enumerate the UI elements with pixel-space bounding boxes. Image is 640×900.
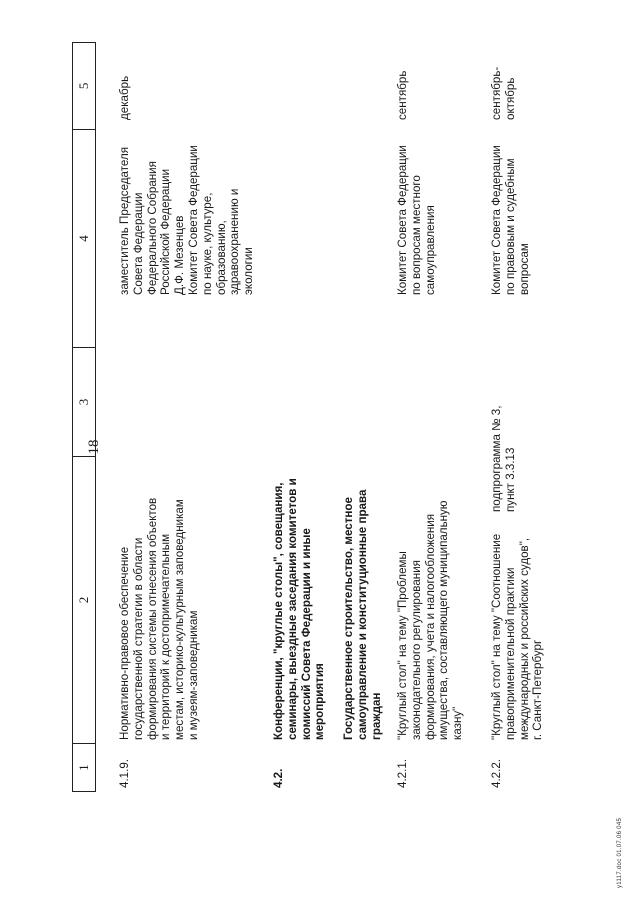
row-responsible: Комитет Совета Федерации по правовым и судебным вопросам — [490, 145, 531, 295]
row-text: "Круглый стол" на тему "Соотношение правоприменительной практики международных и российских судов", г. Санкт-Петербург — [490, 533, 545, 740]
row-number: 4.2.2. — [490, 758, 503, 788]
row-number: 4.1.9. — [118, 758, 131, 788]
header-col-4: 4 — [73, 129, 95, 347]
header-col-5: 5 — [76, 82, 91, 90]
row-period: декабрь — [118, 75, 131, 120]
row-program: подпрограмма № 3, пункт 3.3.13 — [490, 405, 517, 512]
header-col-3: 3 — [73, 347, 95, 456]
row-text: Конференции, "круглые столы", совещания, семинары, выездные заседания комитетов и комиссий Совета Федерации и иные мероприятия — [272, 478, 327, 740]
row-responsible: Комитет Совета Федерации по вопросам местного самоуправления — [396, 145, 437, 295]
row-number: 4.2.1. — [396, 758, 409, 788]
row-responsible: заместитель Председателя Совета Федерации Федерального Собрания Российской Федерации Д.Ф. Мезенцев Комитет Совета Федерации по науке, культуре, образованию, здравоохранению и экологии — [118, 145, 256, 295]
row-text: "Круглый стол" на тему "Проблемы законодательного регулирования формирования, учета и налогообложения имущества, составляющего муниципальную казну" — [396, 500, 465, 740]
row-period: сентябрь- октябрь — [490, 66, 517, 120]
row-period: сентябрь — [396, 70, 409, 120]
row-text: Нормативно-правовое обеспечение государственной стратегии в области формирования системы отнесения объектов и территорий к достопримечательным местам, историко-культурным заповедникам и музеям-заповедникам — [118, 497, 200, 740]
header-col-2: 2 — [73, 456, 95, 743]
footer-file-reference: у1117.doc 01.07.06 045 — [617, 817, 623, 888]
page-number: 18 — [86, 439, 102, 455]
row-number: 4.2. — [272, 768, 285, 788]
header-col-1: 1 — [73, 743, 95, 791]
subsection-heading: Государственное строительство, местное самоуправление и конституционные права граждан — [342, 489, 383, 740]
table-header — [72, 42, 96, 792]
